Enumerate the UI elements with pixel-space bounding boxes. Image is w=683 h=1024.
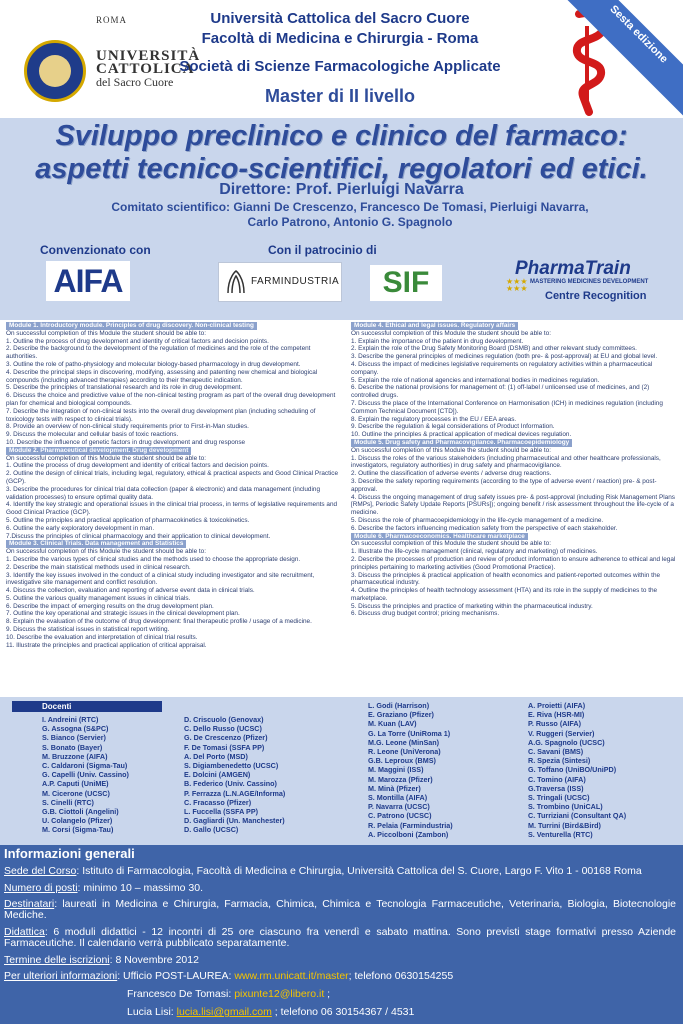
- module-line: 6. Describe the factors influencing medication safety from the perspective of each stakeholder.: [351, 524, 618, 532]
- module-line: 3. Discuss the principles & practical application of health economics and patient-reported outcomes within the pharmaceutical industry.: [351, 571, 661, 587]
- fdt-pre: Francesco De Tomasi:: [127, 988, 235, 1000]
- module-line: 7. Discuss the place of the International Conference on Harmonisation (ICH) in medicines regulation (including Common Technical Document [CTD]).: [351, 399, 663, 415]
- module-line: 10. Describe the evaluation and interpretation of clinical trial results.: [6, 633, 198, 641]
- module-line: 2. Outline the design of clinical trials, including legal, regulatory, ethical & practical aspects and Good Clinical Practice (GCP).: [6, 470, 339, 485]
- teacher-name: A.P. Caputi (UniME): [42, 779, 109, 789]
- teacher-name: S. Montilla (AIFA): [368, 793, 428, 803]
- modules-left-column: [6, 322, 342, 649]
- module-line: 7. Outline the key operational and strategic issues in the clinical development plan.: [6, 610, 240, 618]
- module-line: 4. Discuss the collection, evaluation and reporting of adverse event data in clinical trials.: [6, 587, 255, 595]
- teacher-name: P. Russo (AIFA): [528, 719, 581, 729]
- ult-pre: : Ufficio POST-LAUREA:: [117, 970, 235, 982]
- module-line: On successful completion of this Module the student should be able to:: [351, 446, 552, 454]
- teacher-name: S. Trombino (UniCAL): [528, 802, 603, 812]
- module-line: 8. Explain the evaluation of the outcome of drug development: final therapeutic profile / usage of a medicine.: [6, 618, 312, 626]
- teacher-name: C. Turriziani (Consultant QA): [528, 811, 627, 821]
- module-line: 4. Identify the key strategic and operational issues in the clinical trial process, in terms of legislative requirements and Good Clinical Practice (GCP).: [6, 501, 338, 517]
- info-lisi: [127, 1007, 667, 1018]
- module-heading: Module 2. Pharmaceutical development. Drug development: [6, 447, 191, 455]
- pharmatrain-subtitle: MASTERING MEDICINES DEVELOPMENT: [530, 279, 649, 285]
- module-line: 4. Describe the principal steps in discovering, modifying, assessing and patenting new chemical and biological compounds (including advanced therapies) according to their therapeutic indication.: [6, 368, 318, 384]
- module-line: 1. Outline the process of drug development and identity of critical factors and decision points.: [6, 337, 269, 345]
- teacher-name: S. Tringali (UCSC): [528, 793, 590, 803]
- module-heading: Module 4. Ethical and legal issues. Regulatory affairs: [351, 322, 518, 330]
- committee-line1: Comitato scientifico: Gianni De Crescenzo, Francesco De Tomasi, Pierluigi Navarra,: [111, 200, 589, 214]
- uni-logo-line3: del Sacro Cuore: [96, 75, 174, 89]
- module-line: 8. Provide an overview of non-clinical study requirements prior to First-in-Man studies.: [6, 423, 249, 431]
- module-line: 6. Discuss drug budget control; pricing mechanisms.: [351, 610, 500, 618]
- teacher-name: R. Spezia (Sintesi): [528, 756, 591, 766]
- teacher-name: A. Del Porto (MSD): [184, 751, 248, 761]
- module-line: 4. Discuss the ongoing management of drug safety issues pre- & post-approval (including Risk Management Plans [RMPs], Periodic Safety Update Reports [PSURs]); ongoing benefit / risk assessment throughout the life-cycle of a medicine.: [351, 493, 675, 517]
- teachers-col-4: [528, 701, 626, 839]
- info-termine: [4, 955, 676, 966]
- module-line: 10. Outline the principles & practical application of medical devices regulation.: [351, 431, 572, 439]
- module-heading-row: [6, 447, 342, 455]
- aifa-logo-text: AIFA: [53, 263, 123, 299]
- teacher-name: E. Graziano (Pfizer): [368, 710, 434, 720]
- faculty-title: Facoltà di Medicina e Chirurgia - Roma: [201, 30, 479, 47]
- module-line: 1. Outline the process of drug development and identity of critical factors and decision points.: [6, 462, 269, 470]
- module-heading: Module 1. Introductory module. Principles of drug discovery. Non-clinical testing: [6, 322, 257, 330]
- teacher-name: G.Traversa (ISS): [528, 783, 584, 793]
- info-fdt: [127, 989, 667, 1000]
- sede-value: : Istituto di Farmacologia, Facoltà di Medicina e Chirurgia, Università Cattolica del S. Cuore, Largo F. Vito 1 - 00168 Roma: [76, 865, 642, 877]
- module-heading-row: [351, 322, 677, 330]
- teacher-name: B. Federico (Univ. Cassino): [184, 779, 277, 789]
- module-line: 9. Discuss the molecular and cellular basis of toxic reactions.: [6, 431, 179, 439]
- teacher-name: G. Toffano (UniBO/UniPD): [528, 765, 617, 775]
- module-heading-row: [351, 439, 677, 447]
- module-line: 2. Explain the role of the Drug Safety Monitoring Board (DSMB) and other relevant study committees.: [351, 345, 637, 353]
- teacher-name: S. Bonato (Bayer): [42, 742, 103, 752]
- module-line: 5. Describe the principles of translational research and its role in drug development.: [6, 384, 243, 392]
- module-line: 8. Explain the regulatory processes in the EU / EEA areas.: [351, 415, 517, 423]
- module-line: 6. Discuss the choice and predictive value of the non-clinical testing program as part of the overall drug development plan for chemical and biological compounds.: [6, 392, 336, 407]
- teacher-name: G.B. Ciottoli (Angelini): [42, 807, 119, 817]
- teacher-name: V. Ruggeri (Servier): [528, 728, 595, 738]
- convenzionato-label: Convenzionato con: [40, 243, 151, 257]
- fdt-email-link[interactable]: pixunte12@libero.it: [234, 988, 325, 1000]
- teacher-name: M. Turrini (Bird&Bird): [528, 820, 601, 830]
- sif-logo-text: SIF: [382, 266, 430, 299]
- teacher-name: S. Digiambenedetto (UCSC): [184, 761, 279, 771]
- module-line: 7. Describe the integration of non-clinical tests into the overall drug development plan (including scheduling of toxicology tests with respect to clinical trials).: [6, 407, 316, 423]
- info-ulteriori: [4, 971, 676, 982]
- module-line: 3. Describe the procedures for clinical trial data collection (paper & electronic) and data management (including validation processes) to ensure optimal quality data.: [6, 485, 321, 501]
- info-title: Informazioni generali: [4, 846, 135, 861]
- term-label: Termine delle iscrizioni: [4, 954, 110, 966]
- teacher-name: D. Gallo (UCSC): [184, 825, 239, 835]
- teacher-name: F. De Tomasi (SSFA PP): [184, 742, 265, 752]
- teacher-name: M. Corsi (Sigma-Tau): [42, 825, 114, 835]
- module-line: On successful completion of this Module the student should be able to:: [6, 548, 207, 556]
- teacher-name: C. Caldaroni (Sigma-Tau): [42, 761, 128, 771]
- module-line: 9. Describe the regulation & legal considerations of Product Information.: [351, 423, 555, 431]
- teacher-name: S. Bianco (Servier): [42, 733, 106, 743]
- teacher-name: D. Criscuolo (Genovax): [184, 715, 264, 724]
- farmindustria-text: FARMINDUSTRIA: [251, 276, 340, 287]
- lisi-post: ; telefono 06 30154367 / 4531: [271, 1006, 415, 1018]
- module-line: 3. Outline the role of patho-physiology and molecular biology-based pharmacology in drug development.: [6, 360, 301, 368]
- module-line: 4. Discuss the impact of medicines legislative requirements on regulatory activities within a pharmaceutical company.: [351, 360, 653, 376]
- teacher-name: A. Piccolboni (Zambon): [368, 829, 449, 839]
- module-line: 2. Describe the processes of production and review of product information to ensure adherence to ethical and legal principles pertaining to marketing activities (Good Promotional Practice).: [351, 555, 676, 571]
- patrocinio-label: Con il patrocinio di: [268, 243, 377, 257]
- dest-value: : laureati in Medicina e Chirurgia, Farmacia, Chimica, Chimica e Tecnologia Farmaceutiche, Veterinaria, Biologia, Biotecnologie Mediche.: [4, 898, 676, 921]
- course-title: [0, 120, 683, 186]
- teachers-col-2: [184, 715, 285, 835]
- teacher-name: M.G. Leone (MinSan): [368, 737, 440, 747]
- farmindustria-mark-icon: [225, 269, 247, 295]
- teacher-name: C. Savani (BMS): [528, 747, 584, 757]
- uni-logo-line1: UNIVERSITÀ: [96, 48, 201, 64]
- module-line: 5. Outline the various quality management issues in clinical trials.: [6, 594, 191, 602]
- director: Direttore: Prof. Pierluigi Navarra: [219, 181, 464, 198]
- module-heading: Module 3. Clinical Trials. Data management and Statistics: [6, 540, 186, 548]
- teachers-col-1: [42, 715, 129, 835]
- module-line: On successful completion of this Module the student should be able to:: [6, 454, 207, 462]
- teacher-name: G. La Torre (UniRoma 1): [368, 728, 451, 738]
- module-line: On successful completion of this Module the student should be able to:: [351, 540, 552, 548]
- term-value: : 8 Novembre 2012: [109, 954, 199, 966]
- committee-line2: Carlo Patrono, Antonio G. Spagnolo: [247, 215, 453, 229]
- module-line: 2. Describe the main statistical methods used in clinical research.: [6, 563, 191, 571]
- teacher-name: M. Bruzzone (AIFA): [42, 751, 108, 761]
- university-title: Università Cattolica del Sacro Cuore: [210, 10, 470, 27]
- module-line: 2. Outline the classification of adverse events / adverse drug reactions.: [351, 470, 552, 478]
- teacher-name: R. Leone (UniVerona): [368, 747, 441, 757]
- lisi-email-link[interactable]: lucia.lisi@gmail.com: [176, 1006, 272, 1018]
- pharmatrain-logo: PharmaTrain: [515, 258, 631, 279]
- info-sede: [4, 866, 676, 877]
- module-line: 5. Discuss the principles and practice of marketing within the pharmaceutical industry.: [351, 602, 593, 610]
- module-line: 6. Outline the early exploratory development in man.: [6, 524, 155, 532]
- teacher-name: C. Fracasso (Pfizer): [184, 797, 252, 807]
- teacher-name: L. Godi (Harrison): [368, 701, 430, 710]
- course-title-line2: aspetti tecnico-scientifici, regolatori ed etici.: [35, 153, 648, 185]
- university-seal-icon: [24, 40, 86, 102]
- modules-right-column: [351, 322, 677, 618]
- society-title: Società di Scienze Farmacologiche Applicate: [179, 58, 501, 75]
- teacher-name: M. Marozza (Pfizer): [368, 774, 433, 784]
- did-value: : 6 moduli didattici - 12 incontri di 25 ore ciascuno fra venerdì e sabato mattina. Sono previsti stage formativi presso Aziende Farmaceutiche. Il calendario verrà pubblicato separatamente.: [4, 926, 676, 949]
- sif-logo: [370, 265, 442, 301]
- centre-recognition: Centre Recognition: [545, 290, 647, 302]
- module-line: 10. Describe the influence of genetic factors in drug development and drug response: [6, 438, 246, 446]
- module-heading: Module 6. Pharmacoeconomics. Healthcare marketplace: [351, 533, 528, 541]
- module-line: 5. Discuss the role of pharmacoepidemiology in the life-cycle management of a medicine.: [351, 516, 604, 524]
- teacher-name: U. Colangelo (Pfizer): [42, 816, 113, 826]
- module-heading-row: [351, 533, 677, 541]
- ult-post: ; telefono 0630154255: [348, 970, 454, 982]
- course-title-line1: Sviluppo preclinico e clinico del farmaco:: [55, 120, 628, 152]
- teacher-name: G. De Crescenzo (Pfizer): [184, 733, 268, 743]
- teacher-name: M. Cicerone (UCSC): [42, 788, 110, 798]
- teacher-name: M. Minà (Pfizer): [368, 783, 421, 793]
- module-line: 5. Explain the role of national agencies and international bodies in medicines regulation.: [351, 376, 600, 384]
- info-posti: [4, 883, 676, 894]
- pharmatrain-stars-icon: ★★★ ★★★: [506, 277, 528, 293]
- module-line: 6. Describe the national provisions for management of: (1) off-label / unlicensed use of medicines, and (2) controlled drugs.: [351, 384, 650, 400]
- uni-logo-line2: CATTOLICA: [96, 61, 195, 77]
- module-heading: Module 5. Drug safety and Pharmacovigilance. Pharmacoepidemiology: [351, 439, 572, 447]
- teacher-name: A. Proietti (AIFA): [528, 701, 586, 710]
- teacher-name: L. Fuccella (SSFA PP): [184, 807, 259, 817]
- module-line: 2. Describe the background to the development of the regulation of medicines and the role of the competent authorities.: [6, 345, 311, 361]
- ult-url-link[interactable]: www.rm.unicatt.it/master: [234, 970, 349, 982]
- module-line: 9. Discuss the statistical issues in statistical report writing.: [6, 626, 170, 634]
- module-line: 5. Outline the principles and practical application of pharmacokinetics & toxicokinetics.: [6, 516, 250, 524]
- roma-label: ROMA: [96, 15, 128, 25]
- teacher-name: G. Capelli (Univ. Cassino): [42, 770, 129, 780]
- module-line: 6. Describe the impact of emerging results on the drug development plan.: [6, 602, 214, 610]
- module-line: 3. Describe the general principles of medicines regulation (both pre- & post-approval) at EU and global level.: [351, 353, 658, 361]
- teacher-name: M. Maggini (ISS): [368, 765, 424, 775]
- teacher-name: P. Ferrazza (L.N.AGE/Informa): [184, 788, 286, 798]
- posti-label: Numero di posti: [4, 882, 78, 894]
- module-line: 1. Discuss the roles of the various stakeholders (including pharmaceutical and other healthcare professionals, investigators, regulatory authorities) in drug safety and pharmacovigilance.: [351, 454, 661, 470]
- teacher-name: P. Navarra (UCSC): [368, 802, 430, 812]
- docenti-label: Docenti: [12, 701, 162, 712]
- info-destinatari: [4, 899, 676, 921]
- sede-label: Sede del Corso: [4, 865, 77, 877]
- module-line: 1. Illustrate the life-cycle management (clinical, regulatory and marketing) of medicines.: [351, 548, 598, 556]
- farmindustria-logo: [218, 262, 342, 302]
- teacher-name: S. Venturella (RTC): [528, 829, 593, 839]
- aifa-logo: [46, 261, 130, 301]
- did-label: Didattica: [4, 926, 45, 938]
- teacher-name: M. Kuan (LAV): [368, 719, 417, 729]
- teacher-name: C. Tomino (AIFA): [528, 774, 586, 784]
- teacher-name: I. Andreini (RTC): [42, 715, 99, 724]
- module-line: 1. Explain the importance of the patient in drug development.: [351, 337, 524, 345]
- lisi-pre: Lucia Lisi:: [127, 1006, 177, 1018]
- teacher-name: C. Patrono (UCSC): [368, 811, 432, 821]
- module-line: 1. Describe the various types of clinical studies and the methods used to choose the appropriate design.: [6, 555, 301, 563]
- dest-label: Destinatari: [4, 898, 55, 910]
- teachers-col-3: [368, 701, 453, 839]
- edition-ribbon: Sesta edizione: [557, 0, 683, 116]
- scientific-committee: [90, 200, 610, 230]
- header-titles: [160, 9, 520, 49]
- module-line: 11. Illustrate the principles and practical application of critical appraisal.: [6, 641, 207, 649]
- teacher-name: E. Dolcini (AMGEN): [184, 770, 251, 780]
- master-level: Master di II livello: [264, 86, 416, 106]
- posti-value: : minimo 10 – massimo 30.: [77, 882, 203, 894]
- teacher-name: R. Pelaia (Farmindustria): [368, 820, 453, 830]
- teacher-name: D. Gagliardi (Un. Manchester): [184, 816, 285, 826]
- module-line: 3. Describe the safety reporting requirements (according to the type of adverse event / reaction) pre- & post-approval.: [351, 477, 657, 493]
- teacher-name: A.G. Spagnolo (UCSC): [528, 737, 605, 747]
- module-line: On successful completion of this Module the student should be able to:: [6, 329, 207, 337]
- module-line: On successful completion of this Module the student should be able to:: [351, 329, 552, 337]
- teacher-name: G. Assogna (S&PC): [42, 724, 109, 734]
- teacher-name: S. Cinelli (RTC): [42, 797, 94, 807]
- ult-label: Per ulteriori informazioni: [4, 970, 118, 982]
- seal-emblem-icon: [39, 55, 71, 87]
- fdt-post: ;: [324, 988, 331, 1000]
- module-line: 7.Discuss the principles of clinical pharmacology and their application to clinical development.: [6, 532, 271, 540]
- module-heading-row: [6, 322, 342, 330]
- teacher-name: G.B. Leproux (BMS): [368, 756, 436, 766]
- module-line: 4. Outline the principles of health technology assessment (HTA) and its role in the supply of medicines to the marketplace.: [351, 587, 658, 602]
- teacher-name: C. Dello Russo (UCSC): [184, 724, 262, 734]
- module-line: 3. Identify the key issues involved in the conduct of a clinical study including investigator and site recruitment, investigative site management and conflict resolution.: [6, 571, 315, 587]
- teacher-name: E. Riva (HSR-MI): [528, 710, 585, 720]
- info-didattica: [4, 927, 676, 949]
- module-heading-row: [6, 540, 342, 548]
